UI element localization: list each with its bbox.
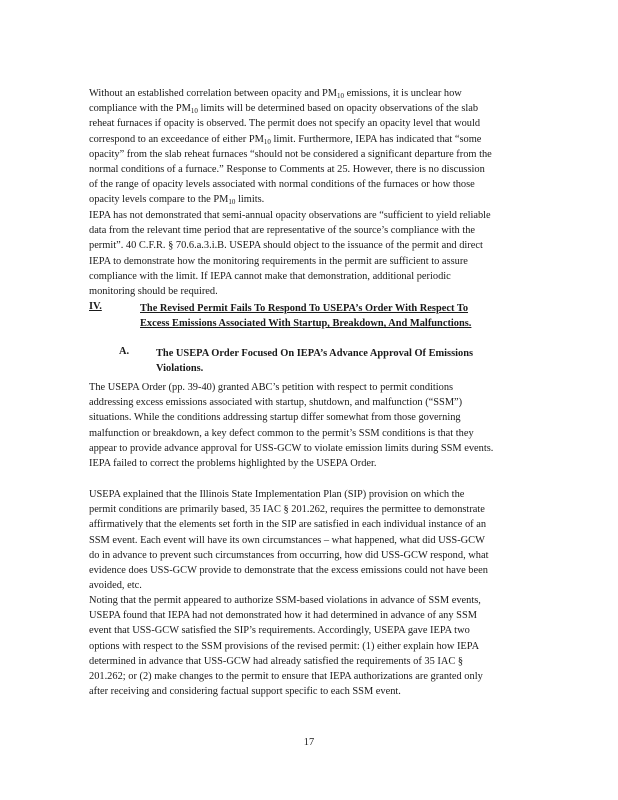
paragraph-monitoring-sufficiency xyxy=(89,208,535,299)
subscript: 10 xyxy=(190,107,198,116)
text-segment: opacity levels compare to the PM xyxy=(89,194,229,206)
text-line: after receiving and considering factual support specific to each SSM event. xyxy=(89,686,401,698)
text-line xyxy=(89,147,535,162)
text-line: event that USS-GCW satisfied the SIP’s requirements. Accordingly, USEPA gave IEPA two xyxy=(89,625,470,637)
text-line: data from the relevant time period that are representative of the source’s compliance with the xyxy=(89,225,476,237)
text-segment: normal conditions of a furnace.” Response to Comments at 25. However, there is no discussion xyxy=(89,164,485,176)
text-line xyxy=(89,86,535,101)
text-segment: limits will be determined based on opacity observations of the slab xyxy=(197,103,479,115)
text-line xyxy=(89,116,535,131)
text-segment: Without an established correlation between opacity and PM xyxy=(89,88,338,99)
subscript: 10 xyxy=(337,92,345,100)
text-line: options with respect to the SSM provisions of the revised permit: (1) either explain how IEPA xyxy=(89,640,480,652)
paragraph-opacity-correlation xyxy=(89,86,535,208)
text-segment: of the range of opacity levels associated with normal conditions of the furnaces or how those xyxy=(89,179,475,191)
text-line: do in advance to prevent such circumstances from occurring, how did USS-GCW respond, what xyxy=(89,549,489,561)
text-line: malfunction or breakdown, a key defect common to the permit’s SSM conditions is that they xyxy=(89,427,474,439)
text-line xyxy=(89,192,535,207)
section-a-letter: A. xyxy=(119,346,130,357)
text-line: IEPA has not demonstrated that semi-annual opacity observations are “sufficient to yield reliable xyxy=(89,210,491,221)
section-iv-heading xyxy=(140,301,471,332)
text-line: evidence does USS-GCW provide to demonstrate that the excess emissions could not have been xyxy=(89,565,488,577)
text-line: USEPA explained that the Illinois State Implementation Plan (SIP) provision on which the xyxy=(89,489,465,500)
paragraph-ssm-options xyxy=(89,593,535,699)
text-line: 201.262; or (2) make changes to the permit to ensure that IEPA authorizations are granted only xyxy=(89,671,483,683)
text-line: USEPA found that IEPA had not demonstrated how it had determined in advance of any SSM xyxy=(89,610,477,622)
text-line: IEPA to demonstrate how the monitoring requirements in the permit are sufficient to assure xyxy=(89,255,468,267)
heading-line: Violations. xyxy=(156,363,204,375)
section-iv-number: IV. xyxy=(89,301,102,312)
text-line: situations. While the conditions addressing startup differ somewhat from those governing xyxy=(89,412,461,424)
text-segment: limits. xyxy=(235,194,265,206)
subscript: 10 xyxy=(228,198,236,207)
text-segment: opacity” from the slab reheat furnaces “should not be considered a significant departure from the xyxy=(89,148,492,160)
text-line: Noting that the permit appeared to authorize SSM-based violations in advance of SSM events, xyxy=(89,595,481,606)
text-line: compliance with the limit. If IEPA cannot make that demonstration, additional periodic xyxy=(89,270,451,282)
heading-line: The Revised Permit Fails To Respond To USEPA’s Order With Respect To xyxy=(140,303,469,314)
text-line: determined in advance that USS-GCW had already satisfied the requirements of 35 IAC § xyxy=(89,655,464,667)
heading-line: Excess Emissions Associated With Startup, Breakdown, And Malfunctions. xyxy=(140,318,472,330)
text-line xyxy=(89,101,535,116)
page-number: 17 xyxy=(303,737,315,748)
text-line: appear to provide advance approval for USS-GCW to violate emission limits during SSM events. xyxy=(89,442,494,454)
text-line: permit”. 40 C.F.R. § 70.6.a.3.i.B. USEPA should object to the issuance of the permit and direct xyxy=(89,240,483,252)
paragraph-sip-provision xyxy=(89,487,535,593)
text-segment: reheat furnaces if opacity is observed. The permit does not specify an opacity level that would xyxy=(89,118,481,130)
heading-line: The USEPA Order Focused On IEPA’s Advance Approval Of Emissions xyxy=(156,348,474,359)
paragraph-usepa-order xyxy=(89,380,535,471)
text-line: IEPA failed to correct the problems highlighted by the USEPA Order. xyxy=(89,458,377,470)
text-segment: emissions, it is unclear how xyxy=(344,88,462,99)
text-segment: correspond to an exceedance of either PM xyxy=(89,133,264,145)
section-a-heading xyxy=(156,346,473,377)
text-line: monitoring should be required. xyxy=(89,286,218,298)
text-line: The USEPA Order (pp. 39-40) granted ABC’s petition with respect to permit conditions xyxy=(89,382,454,393)
text-line: addressing excess emissions associated with startup, shutdown, and malfunction (“SSM”) xyxy=(89,397,463,409)
text-segment: compliance with the PM xyxy=(89,103,191,115)
text-segment: limit. Furthermore, IEPA has indicated that “some xyxy=(270,133,482,145)
text-line: avoided, etc. xyxy=(89,580,142,592)
text-line xyxy=(89,132,535,147)
text-line: SSM event. Each event will have its own circumstances – what happened, what did USS-GCW xyxy=(89,534,485,546)
subscript: 10 xyxy=(263,137,271,146)
text-line: affirmatively that the elements set forth in the SIP are satisfied in each individual instance of an xyxy=(89,519,487,531)
text-line xyxy=(89,177,535,192)
text-line: permit conditions are primarily based, 35 IAC § 201.262, requires the permittee to demonstrate xyxy=(89,504,485,516)
text-line xyxy=(89,162,535,177)
